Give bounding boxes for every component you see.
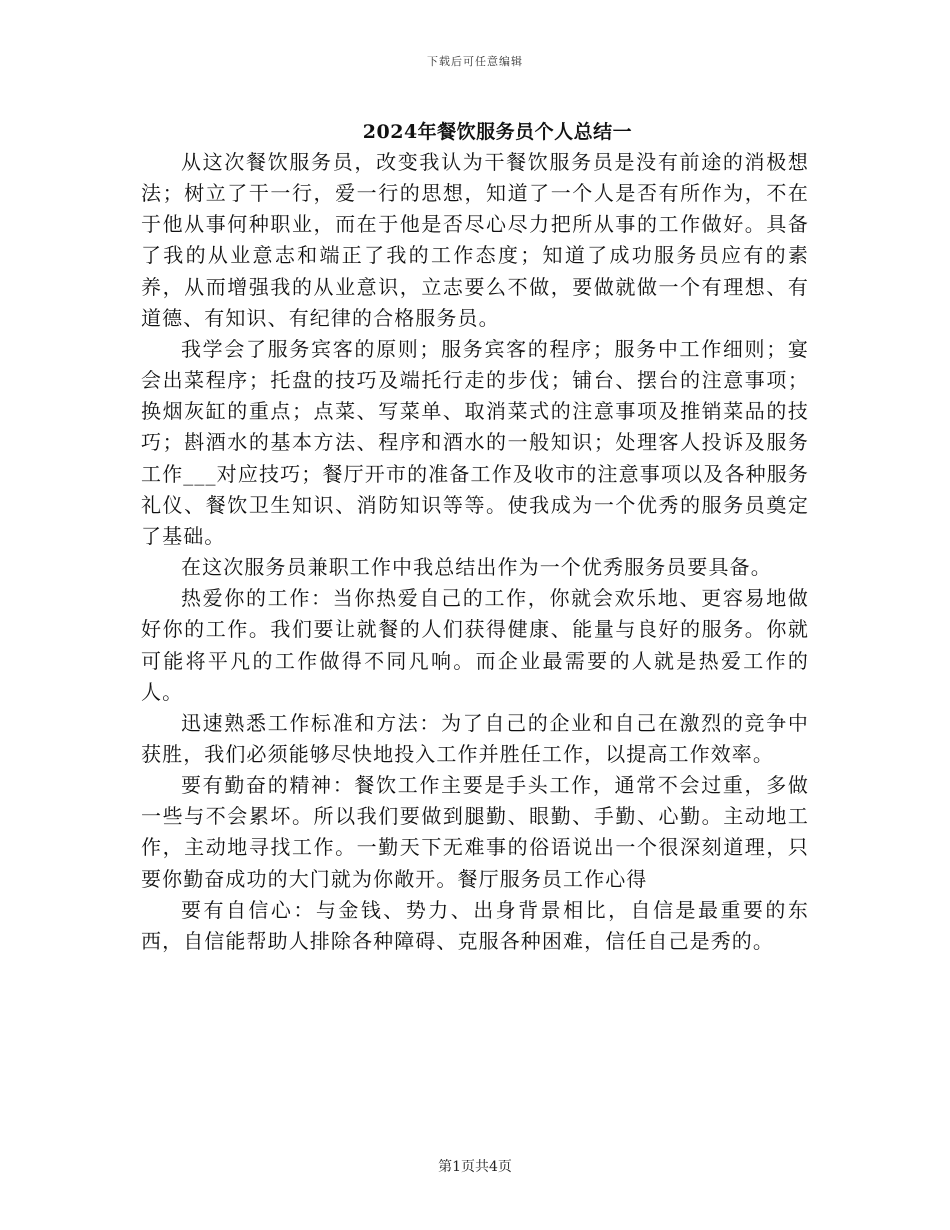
paragraph: 热爱你的工作：当你热爱自己的工作，你就会欢乐地、更容易地做好你的工作。我们要让就餐的人们获得健康、能量与良好的服务。你就可能将平凡的工作做得不同凡响。而企业最需要的人就是热爱工作的人。: [141, 586, 809, 704]
document-body: [141, 147, 809, 957]
paragraph: 从这次餐饮服务员，改变我认为干餐饮服务员是没有前途的消极想法；树立了干一行，爱一行的思想，知道了一个人是否有所作为，不在于他从事何种职业，而在于他是否尽心尽力把所从事的工作做好。具备了我的从业意志和端正了我的工作态度；知道了成功服务员应有的素养，从而增强我的从业意识，立志要么不做，要做就做一个有理想、有道德、有知识、有纪律的合格服务员。: [141, 150, 809, 330]
paragraph: 迅速熟悉工作标准和方法：为了自己的企业和自己在激烈的竞争中获胜，我们必须能够尽快地投入工作并胜任工作，以提高工作效率。: [141, 710, 809, 766]
document-title: 2024年餐饮服务员个人总结一: [362, 121, 633, 143]
page-header-note: 下载后可任意编辑: [427, 55, 523, 68]
paragraph: 要有勤奋的精神：餐饮工作主要是手头工作，通常不会过重，多做一些与不会累坏。所以我们要做到腿勤、眼勤、手勤、心勤。主动地工作，主动地寻找工作。一勤天下无难事的俗语说出一个很深刻道理，只要你勤奋成功的大门就为你敞开。餐厅服务员工作心得: [141, 773, 809, 891]
paragraph: 我学会了服务宾客的原则；服务宾客的程序；服务中工作细则；宴会出菜程序；托盘的技巧及端托行走的步伐；铺台、摆台的注意事项；换烟灰缸的重点；点菜、写菜单、取消菜式的注意事项及推销菜品的技巧；斟酒水的基本方法、程序和酒水的一般知识；处理客人投诉及服务工作___对应技巧；餐厅开市的准备工作及收市的注意事项以及各种服务礼仪、餐饮卫生知识、消防知识等等。使我成为一个优秀的服务员奠定了基础。: [141, 336, 809, 548]
paragraph: 在这次服务员兼职工作中我总结出作为一个优秀服务员要具备。: [181, 555, 772, 580]
page-number: 第1页共4页: [438, 1159, 512, 1175]
paragraph: 要有自信心：与金钱、势力、出身背景相比，自信是最重要的东西，自信能帮助人排除各种障碍、克服各种困难，信任自己是秀的。: [141, 897, 809, 953]
